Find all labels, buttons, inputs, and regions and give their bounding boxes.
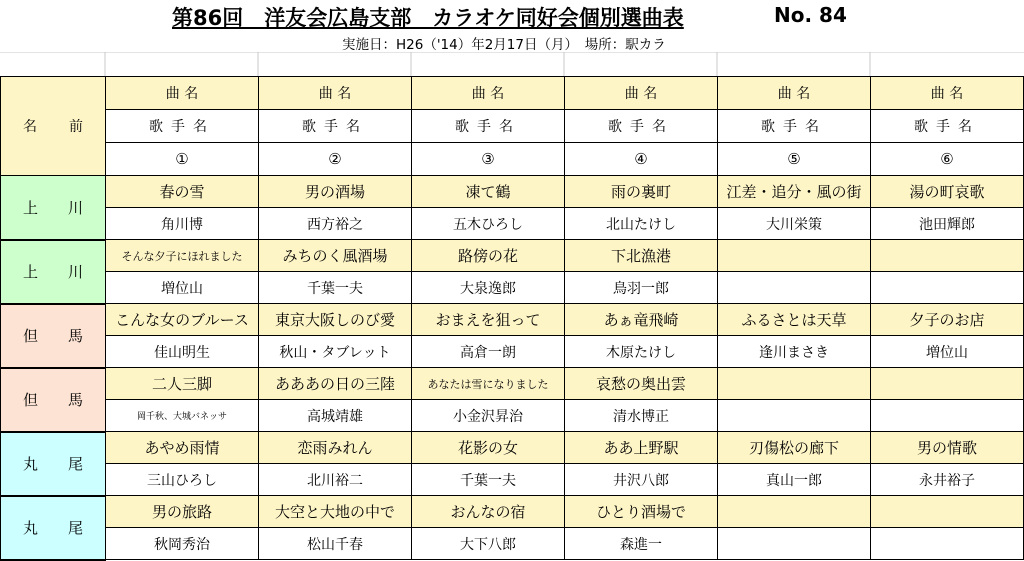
song-title-cell: ふるさとは天草 xyxy=(718,304,871,336)
member-singer-row xyxy=(1,528,1024,560)
singer-name-cell: 増位山 xyxy=(871,336,1024,368)
selection-number: ⑤ xyxy=(718,143,871,176)
singer-name-cell: 池田輝郎 xyxy=(871,208,1024,240)
member-singer-row xyxy=(1,400,1024,432)
song-title-cell: みちのく風酒場 xyxy=(259,240,412,272)
member-name xyxy=(1,176,106,240)
song-title-cell: 恋雨みれん xyxy=(259,432,412,464)
song-title-cell: 男の酒場 xyxy=(259,176,412,208)
singer-name-cell: 高倉一朗 xyxy=(412,336,565,368)
singer-name-cell: 岡千秋、大城バネッサ xyxy=(106,400,259,432)
song-title-cell: ひとり酒場で xyxy=(565,496,718,528)
member-song-row xyxy=(1,432,1024,464)
selection-number: ⑥ xyxy=(871,143,1024,176)
singer-name-cell: 真山一郎 xyxy=(718,464,871,496)
member-name-char: 丸 xyxy=(23,519,39,537)
member-name-char: 上 xyxy=(23,198,39,217)
singer-name-cell: 井沢八郎 xyxy=(565,464,718,496)
singer-name-cell: 北川裕二 xyxy=(259,464,412,496)
song-title-cell: 下北漁港 xyxy=(565,240,718,272)
song-title-cell: 男の旅路 xyxy=(106,496,259,528)
song-title-cell: あぁ竜飛崎 xyxy=(565,304,718,336)
song-title-cell xyxy=(871,496,1024,528)
singer-name-cell: 木原たけし xyxy=(565,336,718,368)
song-title-cell: 凍て鶴 xyxy=(412,176,565,208)
song-title-cell: 男の情歌 xyxy=(871,432,1024,464)
song-title-cell: あなたは雪になりました xyxy=(412,368,565,400)
title-bar xyxy=(0,0,1024,30)
member-name-char: 馬 xyxy=(67,391,83,409)
member-name xyxy=(1,368,106,432)
member-singer-row xyxy=(1,272,1024,304)
singer-name-cell: 佳山明生 xyxy=(106,336,259,368)
member-name-char: 尾 xyxy=(67,519,83,537)
singer-name-cell: 松山千春 xyxy=(259,528,412,560)
member-name xyxy=(1,432,106,496)
header-name-char: 前 xyxy=(69,119,83,135)
selection-number: ③ xyxy=(412,143,565,176)
member-name-char: 川 xyxy=(67,198,83,217)
member-name xyxy=(1,240,106,304)
member-singer-row xyxy=(1,464,1024,496)
song-title-cell: そんな夕子にほれました xyxy=(106,240,259,272)
singer-header: 歌手名 xyxy=(565,110,718,143)
song-header: 曲 名 xyxy=(871,77,1024,110)
song-title-cell: ああ上野駅 xyxy=(565,432,718,464)
singer-name-cell: 三山ひろし xyxy=(106,464,259,496)
song-title-cell: 江差・追分・風の街 xyxy=(718,176,871,208)
song-title-cell: 哀愁の奥出雲 xyxy=(565,368,718,400)
song-header: 曲 名 xyxy=(412,77,565,110)
song-header: 曲 名 xyxy=(259,77,412,110)
singer-name-cell: 角川博 xyxy=(106,208,259,240)
singer-name-cell: 高城靖雄 xyxy=(259,400,412,432)
singer-header: 歌手名 xyxy=(871,110,1024,143)
song-title-cell: 花影の女 xyxy=(412,432,565,464)
song-title-cell xyxy=(871,368,1024,400)
singer-name-cell: 秋岡秀治 xyxy=(106,528,259,560)
singer-name-cell: 大川栄策 xyxy=(718,208,871,240)
member-singer-row xyxy=(1,208,1024,240)
singer-name-cell: 森進一 xyxy=(565,528,718,560)
song-title-cell: 雨の裏町 xyxy=(565,176,718,208)
singer-name-cell: 永井裕子 xyxy=(871,464,1024,496)
song-title-cell: あやめ雨情 xyxy=(106,432,259,464)
event-info: 実施日：H26（'14）年2月17日（月） 場所：駅カラ xyxy=(342,37,666,53)
singer-header: 歌手名 xyxy=(718,110,871,143)
singer-name-cell: 大下八郎 xyxy=(412,528,565,560)
member-song-row xyxy=(1,496,1024,528)
song-title-cell: 路傍の花 xyxy=(412,240,565,272)
singer-name-cell: 五木ひろし xyxy=(412,208,565,240)
song-title-cell xyxy=(718,496,871,528)
singer-name-cell: 北山たけし xyxy=(565,208,718,240)
singer-name-cell: 大泉逸郎 xyxy=(412,272,565,304)
singer-name-cell xyxy=(718,400,871,432)
member-singer-row xyxy=(1,336,1024,368)
selection-number: ② xyxy=(259,143,412,176)
member-song-row xyxy=(1,368,1024,400)
song-title-cell xyxy=(718,240,871,272)
singer-name-cell xyxy=(871,528,1024,560)
document-title: 第86回 洋友会広島支部 カラオケ同好会個別選曲表 xyxy=(172,6,684,30)
selection-number: ④ xyxy=(565,143,718,176)
singer-name-cell: 西方裕之 xyxy=(259,208,412,240)
song-title-cell xyxy=(871,240,1024,272)
song-title-cell: 二人三脚 xyxy=(106,368,259,400)
singer-header: 歌手名 xyxy=(412,110,565,143)
singer-name-cell xyxy=(718,528,871,560)
member-song-row xyxy=(1,304,1024,336)
member-name-char: 川 xyxy=(67,263,83,281)
singer-name-cell: 千葉一夫 xyxy=(412,464,565,496)
song-title-cell: 夕子のお店 xyxy=(871,304,1024,336)
member-name-char: 上 xyxy=(23,263,39,281)
document-number: No. 84 xyxy=(774,3,847,27)
singer-name-cell: 逢川まさき xyxy=(718,336,871,368)
song-header: 曲 名 xyxy=(106,77,259,110)
singer-header: 歌手名 xyxy=(259,110,412,143)
member-name-char: 但 xyxy=(23,391,39,409)
song-header: 曲 名 xyxy=(718,77,871,110)
song-title-cell: あああの日の三陸 xyxy=(259,368,412,400)
singer-name-cell: 小金沢昇治 xyxy=(412,400,565,432)
name-column-header xyxy=(1,77,106,176)
song-title-cell: 東京大阪しのび愛 xyxy=(259,304,412,336)
member-name-char: 丸 xyxy=(23,455,39,473)
singer-name-cell: 清水博正 xyxy=(565,400,718,432)
song-title-cell: 春の雪 xyxy=(106,176,259,208)
singer-name-cell xyxy=(871,272,1024,304)
member-song-row xyxy=(1,240,1024,272)
singer-name-cell xyxy=(718,272,871,304)
member-name-char: 但 xyxy=(23,327,39,345)
song-selection-table xyxy=(0,76,1024,561)
song-title-cell xyxy=(718,368,871,400)
empty-spacer-row xyxy=(0,52,1024,76)
song-title-cell: 大空と大地の中で xyxy=(259,496,412,528)
song-title-cell: 湯の町哀歌 xyxy=(871,176,1024,208)
singer-name-cell: 千葉一夫 xyxy=(259,272,412,304)
header-name-char: 名 xyxy=(23,119,37,135)
singer-header: 歌手名 xyxy=(106,110,259,143)
member-name xyxy=(1,496,106,560)
song-title-cell: 刃傷松の廊下 xyxy=(718,432,871,464)
song-header: 曲 名 xyxy=(565,77,718,110)
song-title-cell: こんな女のブルース xyxy=(106,304,259,336)
singer-name-cell: 秋山・タブレット xyxy=(259,336,412,368)
member-name xyxy=(1,304,106,368)
song-title-cell: おまえを狙って xyxy=(412,304,565,336)
member-name-char: 馬 xyxy=(67,327,83,345)
singer-name-cell: 増位山 xyxy=(106,272,259,304)
song-title-cell: おんなの宿 xyxy=(412,496,565,528)
selection-number: ① xyxy=(106,143,259,176)
member-name-char: 尾 xyxy=(67,455,83,473)
singer-name-cell: 鳥羽一郎 xyxy=(565,272,718,304)
member-song-row xyxy=(1,176,1024,208)
singer-name-cell xyxy=(871,400,1024,432)
